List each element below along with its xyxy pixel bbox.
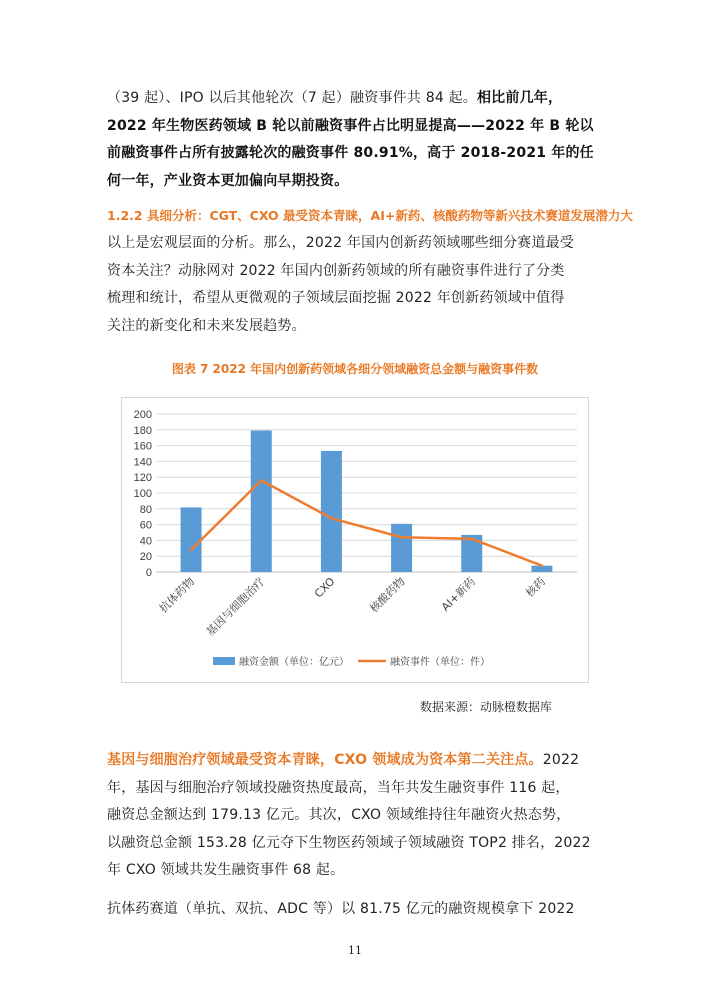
text-line [107, 168, 605, 196]
emphasis-text: 基因与细胞治疗领域最受资本青睐，CXO 领域成为资本第二关注点。 [107, 752, 543, 768]
emphasis-text: 相比前几年， [476, 90, 563, 106]
text-line: 以上是宏观层面的分析。那么，2022 年国内创新药领域哪些细分赛道最受 [107, 235, 575, 251]
body-text: （39 起）、IPO 以后其他轮次（7 起）融资事件共 84 起。 [107, 90, 477, 106]
text-line [107, 113, 605, 141]
y-tick-label: 180 [133, 424, 152, 437]
paragraph-investment-rounds [107, 85, 605, 195]
x-category-label: 抗体药物 [156, 574, 198, 616]
y-tick-label: 120 [133, 472, 152, 485]
events-point-2 [330, 517, 332, 519]
bar-3 [391, 524, 412, 572]
y-tick-label: 80 [139, 503, 152, 516]
text-line [107, 802, 605, 830]
text-line: 抗体药赛道（单抗、双抗、ADC 等）以 81.75 亿元的融资规模拿下 2022 [107, 901, 575, 917]
events-point-4 [471, 538, 473, 540]
x-category-label: AI+新药 [438, 574, 478, 614]
x-category-label: 基因与细胞治疗 [203, 574, 268, 639]
y-tick-label: 20 [139, 551, 152, 564]
text-line: 资本关注？动脉网对 2022 年国内创新药领域的所有融资事件进行了分类 [107, 262, 565, 279]
chart-container [121, 397, 589, 683]
y-tick-label: 40 [139, 535, 152, 548]
legend-bar-label: 融资金额（单位：亿元） [239, 657, 349, 668]
events-point-0 [190, 549, 192, 551]
figure-title: 图表 7 2022 年国内创新药领域各细分领域融资总金额与融资事件数 [171, 362, 539, 376]
y-tick-label: 140 [133, 456, 152, 469]
text-line: 关注的新变化和未来发展趋势。 [107, 317, 306, 334]
body-text: 年，基因与细胞治疗领域投融资热度最高，当年共发生融资事件 116 起， [107, 779, 570, 796]
text-line [107, 830, 605, 858]
y-tick-label: 200 [133, 409, 152, 421]
body-text: 2022 [542, 752, 580, 768]
events-point-1 [260, 479, 262, 481]
text-line [107, 747, 605, 775]
paragraph-antibody-drugs [107, 896, 605, 924]
y-tick-label: 100 [133, 488, 152, 500]
page-number: 11 [348, 944, 362, 957]
body-text: 融资总金额达到 179.13 亿元。其次，CXO 领域维持往年融资火热态势， [107, 807, 571, 823]
text-line: 梳理和统计，希望从更微观的子领域层面挖掘 2022 年创新药领域中值得 [107, 290, 565, 306]
financing-chart [122, 398, 588, 682]
text-line [107, 775, 605, 803]
data-source-note: 数据来源：动脉橙数据库 [420, 700, 553, 714]
paragraph-intro-analysis [107, 230, 605, 340]
paragraph-gene-cell-therapy [107, 747, 605, 885]
x-category-label: 核药 [523, 574, 549, 600]
emphasis-text: 何一年，产业资本更加偏向早期投资。 [107, 172, 349, 189]
legend-line-label: 融资事件（单位：件） [390, 657, 490, 668]
text-line [107, 85, 605, 113]
y-tick-label: 60 [139, 519, 152, 532]
x-category-label: CXO [311, 574, 338, 601]
bar-0 [181, 507, 202, 572]
body-text: 年 CXO 领域共发生融资事件 68 起。 [107, 862, 345, 878]
legend-bar-swatch [213, 657, 235, 665]
events-point-3 [400, 536, 402, 538]
bar-2 [321, 451, 342, 572]
emphasis-text: 前融资事件占所有披露轮次的融资事件 80.91%，高于 2018-2021 年的任 [107, 145, 594, 161]
text-line [107, 857, 605, 885]
text-line [107, 140, 605, 168]
y-tick-label: 160 [133, 440, 152, 453]
y-tick-label: 0 [145, 567, 152, 579]
x-category-label: 核酸药物 [367, 574, 408, 616]
bar-1 [251, 430, 272, 572]
section-heading: 1.2.2 具细分析：CGT、CXO 最受资本青睐，AI+新药、核酸药物等新兴技术赛道发展潜力大 [107, 208, 633, 223]
body-text: 以融资总金额 153.28 亿元夺下生物医药领域子领域融资 TOP2 排名，2022 [107, 834, 591, 851]
events-point-5 [541, 564, 543, 566]
emphasis-text: 2022 年生物医药领域 B 轮以前融资事件占比明显提高——2022 年 B 轮以 [107, 117, 594, 134]
